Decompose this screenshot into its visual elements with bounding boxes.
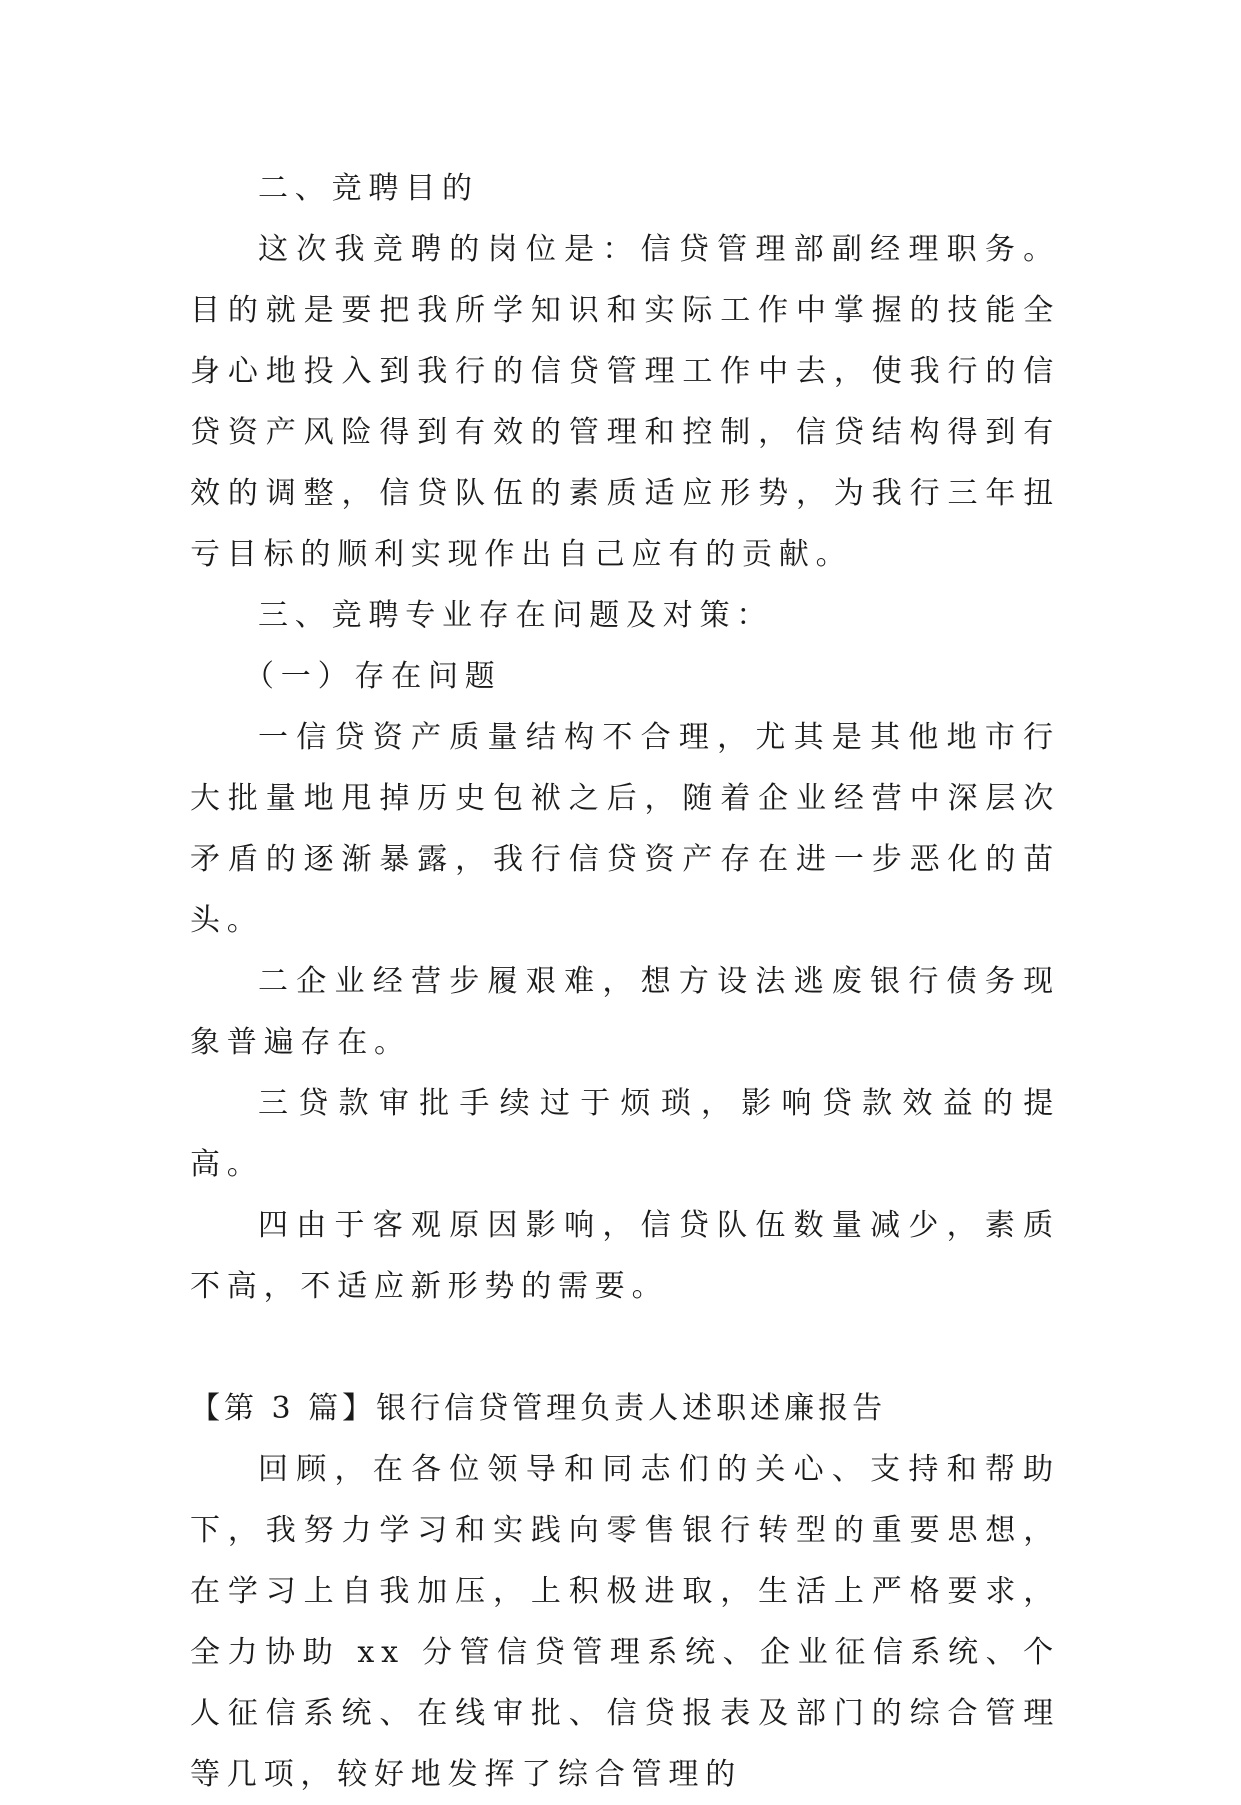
article-separator: [190, 1317, 1060, 1378]
paragraph-problem-3: 三贷款审批手续过于烦琐，影响贷款效益的提高。: [190, 1086, 1060, 1182]
paragraph-purpose: 这次我竞聘的岗位是：信贷管理部副经理职务。目的就是要把我所学知识和实际工作中掌握的技能全身心地投入到我行的信贷管理工作中去，使我行的信贷资产风险得到有效的管理和控制，信贷结构得到有效的调整，信贷队伍的素质适应形势，为我行三年扭亏目标的顺利实现作出自己应有的贡献。: [190, 232, 1060, 572]
section-heading-problems-and-measures: 三、竞聘专业存在问题及对策：: [258, 598, 774, 633]
document-body: [190, 158, 1060, 1805]
subsection-heading-existing-problems: （一）存在问题: [244, 659, 502, 694]
section-heading-purpose: 二、竞聘目的: [258, 171, 479, 206]
paragraph-problem-4: 四由于客观原因影响，信贷队伍数量减少，素质不高，不适应新形势的需要。: [190, 1208, 1060, 1304]
paragraph-problem-2: 二企业经营步履艰难，想方设法逃废银行债务现象普遍存在。: [190, 964, 1060, 1060]
article-3-title: 【第 3 篇】银行信贷管理负责人述职述廉报告: [190, 1391, 887, 1426]
article-3-body: 回顾，在各位领导和同志们的关心、支持和帮助下，我努力学习和实践向零售银行转型的重要思想，在学习上自我加压，上积极进取，生活上严格要求，全力协助 xx 分管信贷管理系统、企业征信系统、个人征信系统、在线审批、信贷报表及部门的综合管理等几项，较好地发挥了综合管理的: [190, 1452, 1060, 1792]
paragraph-problem-1: 一信贷资产质量结构不合理，尤其是其他地市行大批量地甩掉历史包袱之后，随着企业经营中深层次矛盾的逐渐暴露，我行信贷资产存在进一步恶化的苗头。: [190, 720, 1060, 938]
